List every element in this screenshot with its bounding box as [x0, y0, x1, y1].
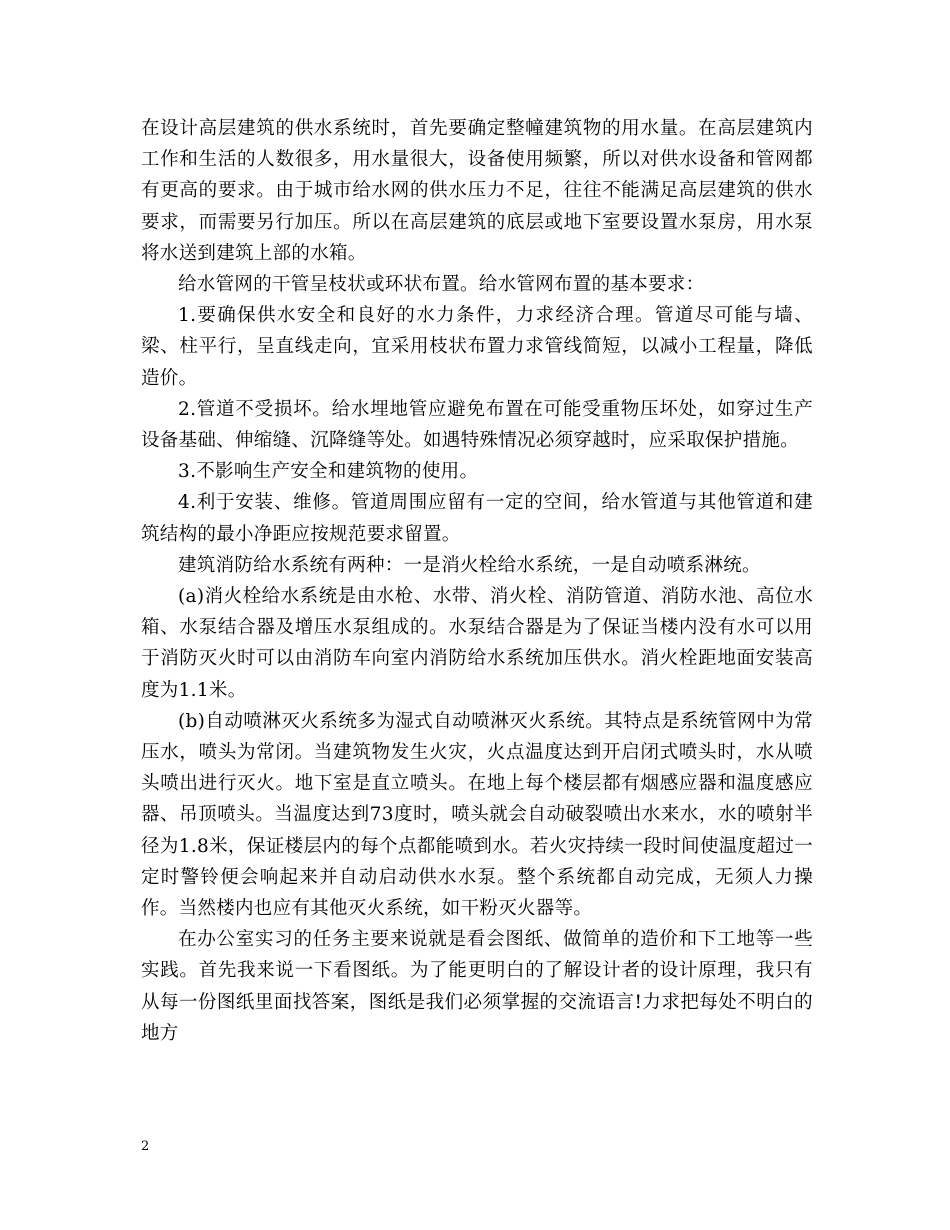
paragraph-office-internship: 在办公室实习的任务主要来说就是看会图纸、做简单的造价和下工地等一些实践。首先我来说一下看图纸。为了能更明白的了解设计者的设计原理，我只有从每一份图纸里面找答案，图纸是我们必须掌握的交流语言!力求把每处不明白的地方	[141, 929, 813, 1044]
paragraph-requirement-1: 1.要确保供水安全和良好的水力条件，力求经济合理。管道尽可能与墙、梁、柱平行，呈直线走向，宜采用枝状布置力求管线简短，以减小工程量，降低造价。	[141, 305, 813, 389]
paragraph-requirement-2: 2.管道不受损坏。给水埋地管应避免布置在可能受重物压坏处，如穿过生产设备基础、伸缩缝、沉降缝等处。如遇特殊情况必须穿越时，应采取保护措施。	[141, 398, 813, 452]
paragraph-hydrant-system: (a)消火栓给水系统是由水枪、水带、消火栓、消防管道、消防水池、高位水箱、水泵结合器及增压水泵组成的。水泵结合器是为了保证当楼内没有水可以用于消防灭火时可以由消防车向室内消防给水系统加压供水。消火栓距地面安装高度为1.1米。	[141, 586, 813, 701]
paragraph-requirement-3: 3.不影响生产安全和建筑物的使用。	[178, 461, 479, 483]
paragraph-sprinkler-system: (b)自动喷淋灭火系统多为湿式自动喷淋灭火系统。其特点是系统管网中为常压水，喷头为常闭。当建筑物发生火灾，火点温度达到开启闭式喷头时，水从喷头喷出进行灭火。地下室是直立喷头。在地上每个楼层都有烟感应器和温度感应器、吊顶喷头。当温度达到73度时，喷头就会自动破裂喷出水来水，水的喷射半径为1.8米，保证楼层内的每个点都能喷到水。若火灾持续一段时间使温度超过一定时警铃便会响起来并自动启动供水水泵。整个系统都自动完成，无须人力操作。当然楼内也应有其他灭火系统，如干粉灭火器等。	[141, 710, 813, 920]
paragraph-requirement-4: 4.利于安装、维修。管道周围应留有一定的空间，给水管道与其他管道和建筑结构的最小净距应按规范要求留置。	[141, 492, 813, 545]
paragraph-fire-systems: 建筑消防给水系统有两种：一是消火栓给水系统，一是自动喷系淋统。	[178, 554, 761, 576]
document-body	[141, 113, 813, 1049]
page-number: 2	[141, 1139, 150, 1154]
paragraph-pipe-network-layout: 给水管网的干管呈枝状或环状布置。给水管网布置的基本要求：	[178, 274, 705, 296]
paragraph-water-supply-intro: 在设计高层建筑的供水系统时，首先要确定整幢建筑物的用水量。在高层建筑内工作和生活的人数很多，用水量很大，设备使用频繁，所以对供水设备和管网都有更高的要求。由于城市给水网的供水压力不足，往往不能满足高层建筑的供水要求，而需要另行加压。所以在高层建筑的底层或地下室要设置水泵房，用水泵将水送到建筑上部的水箱。	[141, 118, 813, 264]
